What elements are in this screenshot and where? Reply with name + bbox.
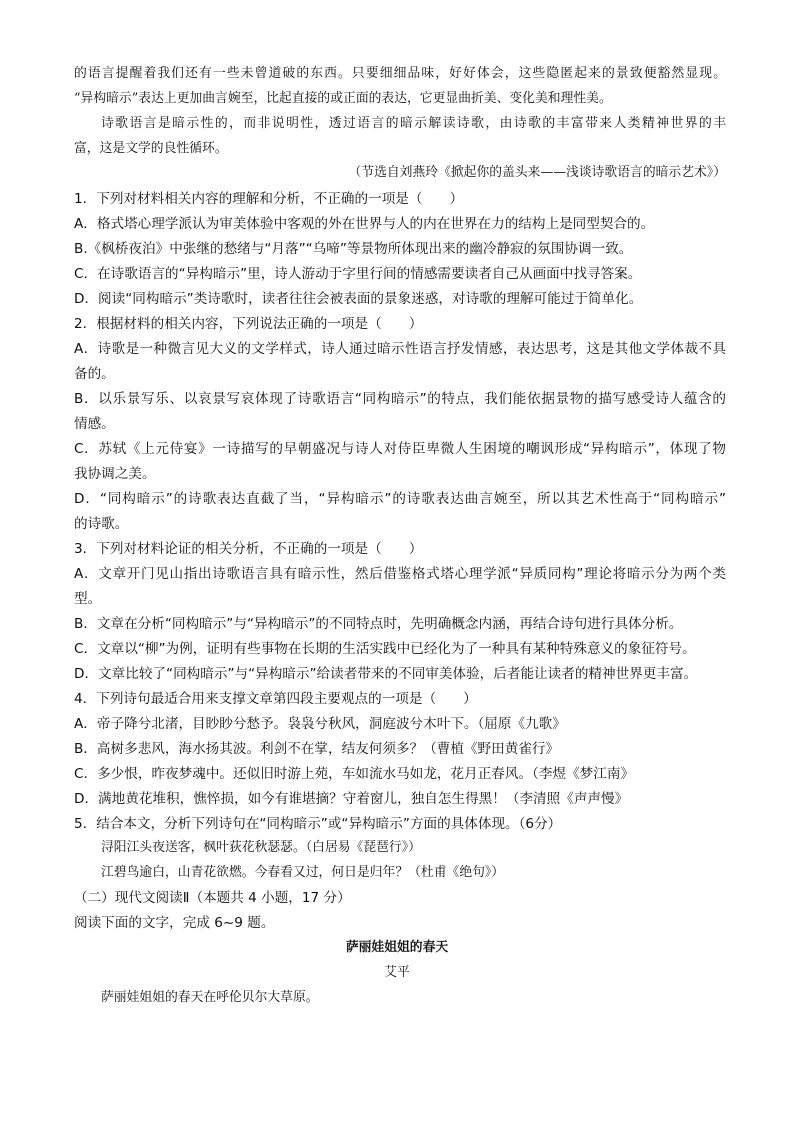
question-stem: 3．下列对材料论证的相关分析，不正确的一项是（ ） xyxy=(74,541,423,557)
option-d: D．文章比较了“同构暗示”与“异构暗示”给读者带来的不同审美体验，后者能让读者的精神世界更丰富。 xyxy=(74,666,698,682)
poem-line: 浔阳江头夜送客，枫叶荻花秋瑟瑟。（白居易《琵琶行》） xyxy=(101,840,421,855)
passage-line: “异构暗示”表达上更加曲言婉至，比起直接的或正面的表达，它更显曲折美、变化美和理性美。 xyxy=(74,91,612,106)
option-a: A．文章开门见山指出诗歌语言具有暗示性，然后借鉴格式塔心理学派“异质同构”理论将暗示分为两个类 xyxy=(74,566,726,582)
section-instruction: 阅读下面的文字，完成 6~9 题。 xyxy=(74,915,275,931)
question-stem: 1．下列对材料相关内容的理解和分析，不正确的一项是（ ） xyxy=(74,191,464,207)
option-d-cont: 的诗歌。 xyxy=(74,516,129,532)
question-stem: 5．结合本文，分析下列诗句在“同构暗示”或“异构暗示”方面的具体体现。（6分） xyxy=(74,816,562,832)
passage-line: 的语言提醒着我们还有一些未曾道破的东西。只要细细品味，好好体会，这些隐匿起来的景致便豁然显现。 xyxy=(74,66,726,81)
option-b: B．文章在分析“同构暗示”与“异构暗示”的不同特点时，先明确概念内涵，再结合诗句进行具体分析。 xyxy=(74,616,683,632)
option-c: C．苏轼《上元侍宴》一诗描写的早朝盛况与诗人对侍臣卑微人生困境的嘲讽形成“异构暗示”，体现了物 xyxy=(74,441,726,457)
story-title: 萨丽娃姐姐的春天 xyxy=(345,940,449,955)
option-a: A．帝子降兮北渚，目眇眇兮愁予。袅袅兮秋风，洞庭波兮木叶下。（屈原《九歌》 xyxy=(74,716,566,732)
option-c-cont: 我协调之美。 xyxy=(74,466,156,482)
story-author: 艾平 xyxy=(384,965,410,980)
question-stem: 2．根据材料的相关内容，下列说法正确的一项是（ ） xyxy=(74,316,423,332)
option-c: C．多少恨，昨夜梦魂中。还似旧时游上苑，车如流水马如龙，花月正春风。（李煜《梦江南》 xyxy=(74,766,635,782)
poem-line: 江碧鸟逾白，山青花欲燃。今春看又过，何日是归年？（杜甫《绝句》） xyxy=(101,865,505,880)
option-a-cont: 型。 xyxy=(74,591,102,607)
option-b-cont: 情感。 xyxy=(74,416,115,432)
passage-line: 诗歌语言是暗示性的，而非说明性，透过语言的暗示解读诗歌，由诗歌的丰富带来人类精神世界的丰 xyxy=(101,116,726,131)
option-c: C．文章以“柳”为例，证明有些事物在长期的生活实践中已经化为了一种具有某种特殊意义的象征符号。 xyxy=(74,641,696,657)
option-d: D．阅读“同构暗示”类诗歌时，读者往往会被表面的景象迷惑，对诗歌的理解可能过于简单化。 xyxy=(74,291,643,307)
option-d: D．“同构暗示”的诗歌表达直截了当，“异构暗示”的诗歌表达曲言婉至，所以其艺术性高于“同构暗示” xyxy=(74,491,726,507)
passage-line: 富，这是文学的良性循环。 xyxy=(74,141,228,156)
question-stem: 4．下列诗句最适合用来支撑文章第四段主要观点的一项是（ ） xyxy=(74,691,477,707)
option-b: B．以乐景写乐、以哀景写哀体现了诗歌语言“同构暗示”的特点，我们能依据景物的描写感受诗人蕴含的 xyxy=(74,391,726,407)
option-d: D．满地黄花堆积，憔悴损，如今有谁堪摘？守着窗儿，独自怎生得黑！（李清照《声声慢》 xyxy=(74,791,629,807)
option-a-cont: 备的。 xyxy=(74,366,115,382)
option-b: B．高树多悲风，海水扬其波。利剑不在掌，结友何须多？（曹植《野田黄雀行》 xyxy=(74,741,560,757)
option-c: C．在诗歌语言的“异构暗示”里，诗人游动于字里行间的情感需要读者自己从画面中找寻答案。 xyxy=(74,266,642,282)
option-a: A．诗歌是一种微言见大义的文学样式，诗人通过暗示性语言抒发情感，表达思考，这是其他文学体裁不具 xyxy=(74,341,726,357)
section-heading: （二）现代文阅读Ⅱ（本题共 4 小题，17 分） xyxy=(74,890,351,906)
story-first-line: 萨丽娃姐姐的春天在呼伦贝尔大草原。 xyxy=(101,990,319,1005)
option-a: A．格式塔心理学派认为审美体验中客观的外在世界与人的内在世界在力的结构上是同型契合的。 xyxy=(74,216,655,232)
option-b: B.《枫桥夜泊》中张继的愁绪与“月落”“乌啼”等景物所体现出来的幽冷静寂的氛围协调一致。 xyxy=(74,241,633,257)
passage-source: （节选自刘燕玲《掀起你的盖头来——浅谈诗歌语言的暗示艺术》） xyxy=(348,165,726,180)
